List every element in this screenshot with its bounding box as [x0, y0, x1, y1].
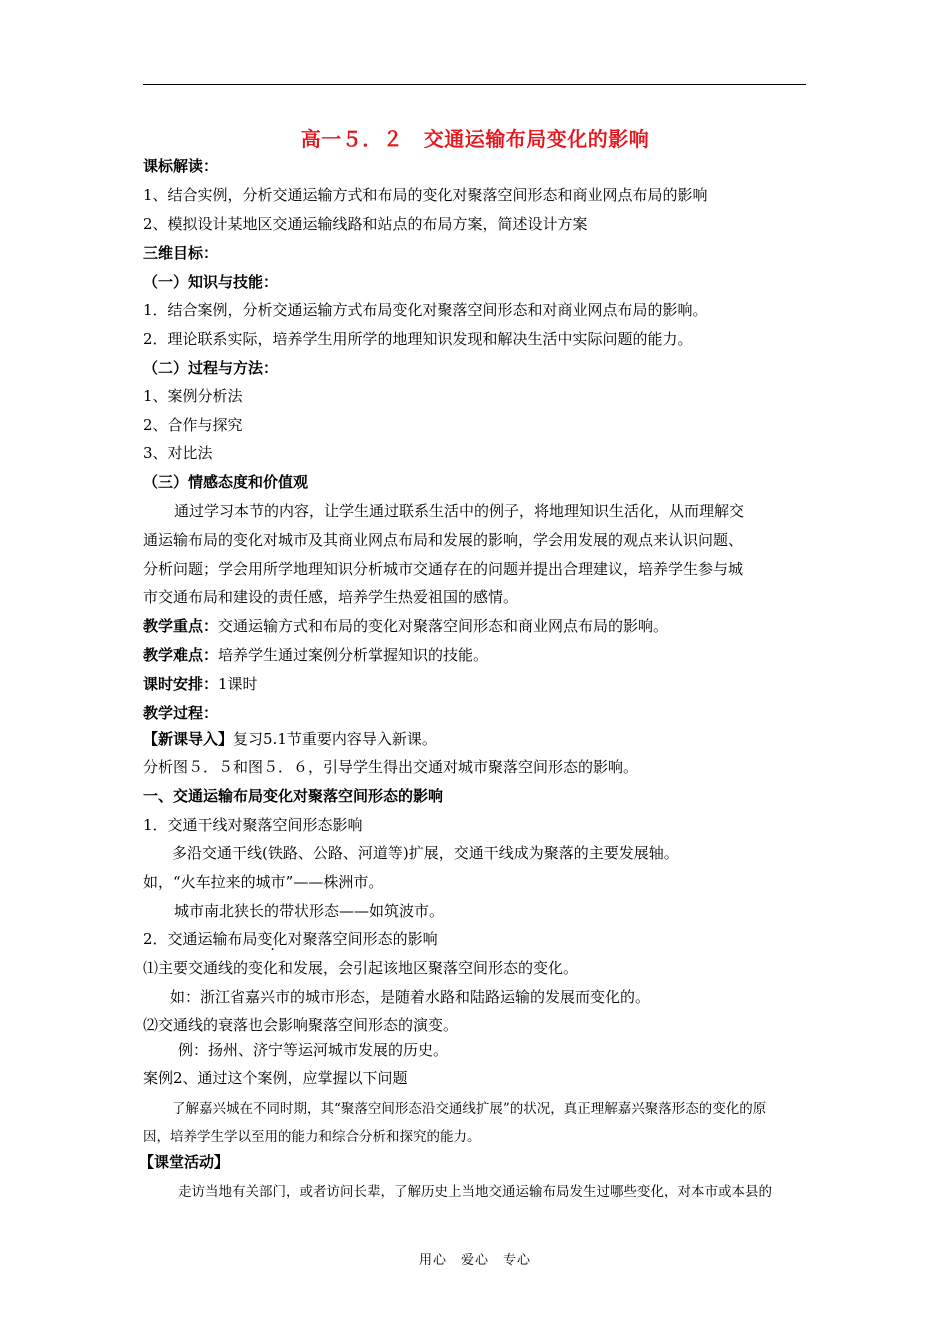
text-line: 1、案例分析法 [143, 387, 243, 405]
paragraph-line: 分析问题；学会用所学地理知识分析城市交通存在的问题并提出合理建议，培养学生参与城 [143, 560, 744, 578]
intro-line [143, 729, 437, 749]
text-line: ⑴主要交通线的变化和发展，会引起该地区聚落空间形态的变化。 [143, 959, 579, 977]
paragraph-line: 通过学习本节的内容，让学生通过联系生活中的例子，将地理知识生活化，从而理解交 [174, 502, 745, 520]
section-2-text-b: 对聚落空间形态的影响 [287, 930, 438, 948]
text-line: 1．结合案例，分析交通运输方式布局变化对聚落空间形态和对商业网点布局的影响。 [143, 301, 708, 319]
text-line: 3、对比法 [143, 444, 213, 462]
page-title: 高一５．２ 交通运输布局变化的影响 [300, 127, 650, 151]
subheading-knowledge: （一）知识与技能： [143, 273, 279, 291]
activity-heading: 【课堂活动】 [139, 1153, 230, 1171]
key-point-text: 交通运输方式和布局的变化对聚落空间形态和商业网点布局的影响。 [218, 617, 669, 635]
paragraph-line: 市交通布局和建设的责任感，培养学生热爱祖国的感情。 [143, 588, 519, 606]
key-point-line [143, 616, 668, 636]
intro-text: 复习5.1节重要内容导入新课。 [233, 730, 437, 748]
subheading-attitude: （三）情感态度和价值观 [143, 473, 309, 491]
small-paragraph-line: 因，培养学生学以至用的能力和综合分析和探究的能力。 [143, 1129, 481, 1145]
key-point-label: 教学重点： [143, 617, 219, 635]
schedule-line [143, 674, 258, 694]
text-line: ⑵交通线的衰落也会影响聚落空间形态的演变。 [143, 1016, 459, 1034]
text-line: 2、合作与探究 [143, 416, 243, 434]
text-line: 例：扬州、济宁等运河城市发展的历史。 [178, 1041, 449, 1059]
section-2-text-a: 2．交通运输布局 [143, 930, 258, 948]
section-2-emphasis: 变化 [257, 930, 288, 948]
schedule-label: 课时安排： [143, 675, 219, 693]
section-heading: 一、交通运输布局变化对聚落空间形态的影响 [143, 787, 444, 805]
text-line: 案例2、通过这个案例，应掌握以下问题 [143, 1069, 408, 1087]
process-heading: 教学过程： [143, 704, 219, 722]
schedule-text: 1课时 [218, 675, 258, 693]
subheading-process: （二）过程与方法： [143, 359, 279, 377]
text-line: 如：浙江省嘉兴市的城市形态，是随着水路和陆路运输的发展而变化的。 [170, 988, 651, 1006]
text-line: 2．理论联系实际，培养学生用所学的地理知识发现和解决生活中实际问题的能力。 [143, 330, 693, 348]
difficulty-line [143, 645, 488, 665]
text-line: 分析图５．５和图５．６，引导学生得出交通对城市聚落空间形态的影响。 [143, 758, 639, 776]
intro-label: 【新课导入】 [143, 730, 234, 748]
paragraph-line: 通运输布局的变化对城市及其商业网点布局和发展的影响，学会用发展的观点来认识问题、 [143, 531, 744, 549]
text-line: 多沿交通干线(铁路、公路、河道等)扩展，交通干线成为聚落的主要发展轴。 [172, 844, 679, 862]
text-line: 2、模拟设计某地区交通运输线路和站点的布局方案，简述设计方案 [143, 215, 588, 233]
section-2-line [143, 929, 438, 949]
header-rule [143, 84, 806, 85]
page-footer: 用心 爱心 专心 [418, 1253, 531, 1268]
text-line: 城市南北狭长的带状形态——如筑波市。 [174, 902, 445, 920]
difficulty-text: 培养学生通过案例分析掌握知识的技能。 [218, 646, 489, 664]
text-line: 如，“火车拉来的城市”——株洲市。 [143, 873, 384, 891]
small-paragraph-line: 了解嘉兴城在不同时期，其“聚落空间形态沿交通线扩展”的状况，真正理解嘉兴聚落形态的变化的原 [172, 1101, 767, 1117]
small-paragraph-line: 走访当地有关部门，或者访问长辈，了解历史上当地交通运输布局发生过哪些变化，对本市或本县的 [178, 1184, 772, 1200]
heading-objectives: 三维目标： [143, 244, 219, 262]
heading-curriculum: 课标解读： [143, 157, 219, 175]
text-line: 1．交通干线对聚落空间形态影响 [143, 816, 363, 834]
text-line: 1、结合实例，分析交通运输方式和布局的变化对聚落空间形态和商业网点布局的影响 [143, 186, 708, 204]
difficulty-label: 教学难点： [143, 646, 219, 664]
